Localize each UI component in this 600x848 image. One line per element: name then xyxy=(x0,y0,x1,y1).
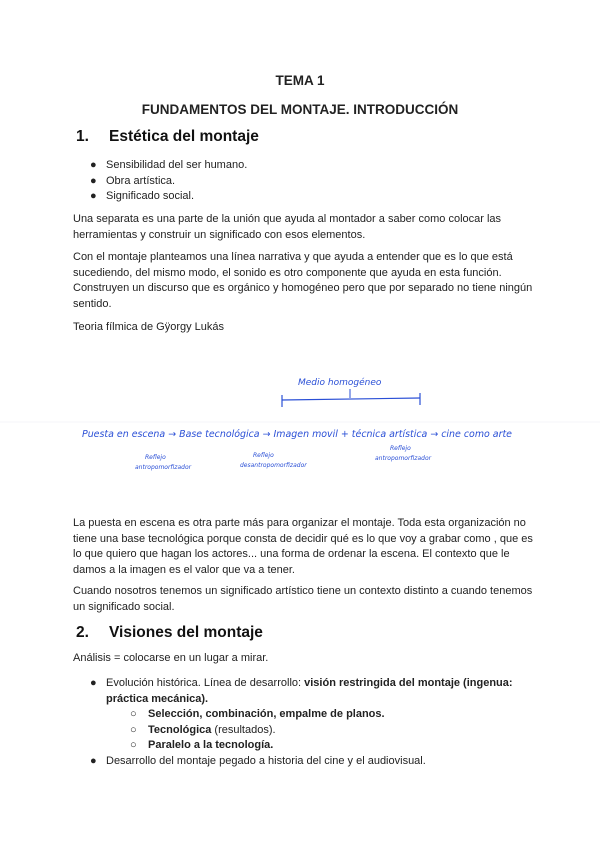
sketch-label-c-1: Reflejo xyxy=(390,445,411,452)
section-2-title: Visiones del montaje xyxy=(109,624,263,641)
sub-list xyxy=(130,707,540,754)
tema-heading: TEMA 1 xyxy=(275,73,325,88)
sketch-flow-line: Puesta en escena → Base tecnológica → Imagen movil + técnica artística → cine como arte xyxy=(82,429,513,440)
paragraph: Teoria fílmica de Gÿorgy Lukás xyxy=(73,321,225,333)
list-item: ○ Tecnológica (resultados). xyxy=(130,723,540,739)
section-1-bullets xyxy=(90,158,247,205)
sketch-label-c-2: antropomorfizador xyxy=(375,455,432,462)
sketch-top-label: Medio homogéneo xyxy=(298,378,382,388)
paragraph: La puesta en escena es otra parte más para organizar el montaje. Toda esta organización no tiene una base tecnológica porque consta de decidir qué es lo que voy a grabar como , que es lo que quiero que hagan los actores... una forma de ordenar la escena. El contexto que le damos a la imagen es el valor que va a tener. xyxy=(73,517,533,576)
document-title: FUNDAMENTOS DEL MONTAJE. INTRODUCCIÓN xyxy=(141,102,459,117)
hollow-bullet-icon: ○ xyxy=(130,708,137,720)
paragraph: Una separata es una parte de la unión que ayuda al montador a saber como colocar las herramientas y construir un significado con esos elementos. xyxy=(73,213,502,241)
section-2-heading xyxy=(76,624,263,642)
hollow-bullet-icon: ○ xyxy=(130,723,137,736)
handwritten-sketch xyxy=(0,355,600,485)
section-2-number: 2. xyxy=(76,624,89,641)
list-item: ○ Paralelo a la tecnología. xyxy=(130,738,540,754)
sketch-label-b-2: desantropomorfizador xyxy=(240,462,307,469)
sketch-label-a-1: Reflejo xyxy=(145,454,166,461)
bullet-icon: ● xyxy=(90,754,97,767)
section-2-bullets xyxy=(90,676,540,769)
hollow-bullet-icon: ○ xyxy=(130,739,137,751)
list-item: ○ Selección, combinación, empalme de planos. xyxy=(130,707,540,723)
paragraph: Cuando nosotros tenemos un significado artístico tiene un contexto distinto a cuando tenemos un significado social. xyxy=(73,585,533,613)
list-item: ● Significado social. xyxy=(90,189,247,205)
section-1-title: Estética del montaje xyxy=(109,128,259,145)
bullet-icon: ● xyxy=(90,677,97,689)
bullet-icon: ● xyxy=(90,174,97,187)
list-item: ● Evolución histórica. Línea de desarrollo: visión restringida del montaje (ingenua: práctica mecánica). ○ Selección, combinación, empalme de planos. ○ Tecnológica (resultados). ○ Paralelo a la tecnología. xyxy=(90,676,540,754)
paragraph: Con el montaje planteamos una línea narrativa y que ayuda a entender que es lo que está sucediendo, del mismo modo, el sonido es otro componente que ayuda en esta función. Construyen un discurso que es orgánico y homogéneo pero que por separado no tiene ningún sentido. xyxy=(73,251,533,310)
list-item: ● Obra artística. xyxy=(90,174,247,190)
bullet-icon: ● xyxy=(90,159,97,171)
list-item: ● Desarrollo del montaje pegado a historia del cine y el audiovisual. xyxy=(90,754,540,770)
paragraph: Análisis = colocarse en un lugar a mirar. xyxy=(73,652,269,664)
list-item: ● Sensibilidad del ser humano. xyxy=(90,158,247,174)
section-1-heading xyxy=(76,128,259,146)
section-1-number: 1. xyxy=(76,128,89,145)
sketch-label-b-1: Reflejo xyxy=(253,452,274,459)
bullet-icon: ● xyxy=(90,190,97,202)
sketch-label-a-2: antropomorfizador xyxy=(135,464,192,471)
